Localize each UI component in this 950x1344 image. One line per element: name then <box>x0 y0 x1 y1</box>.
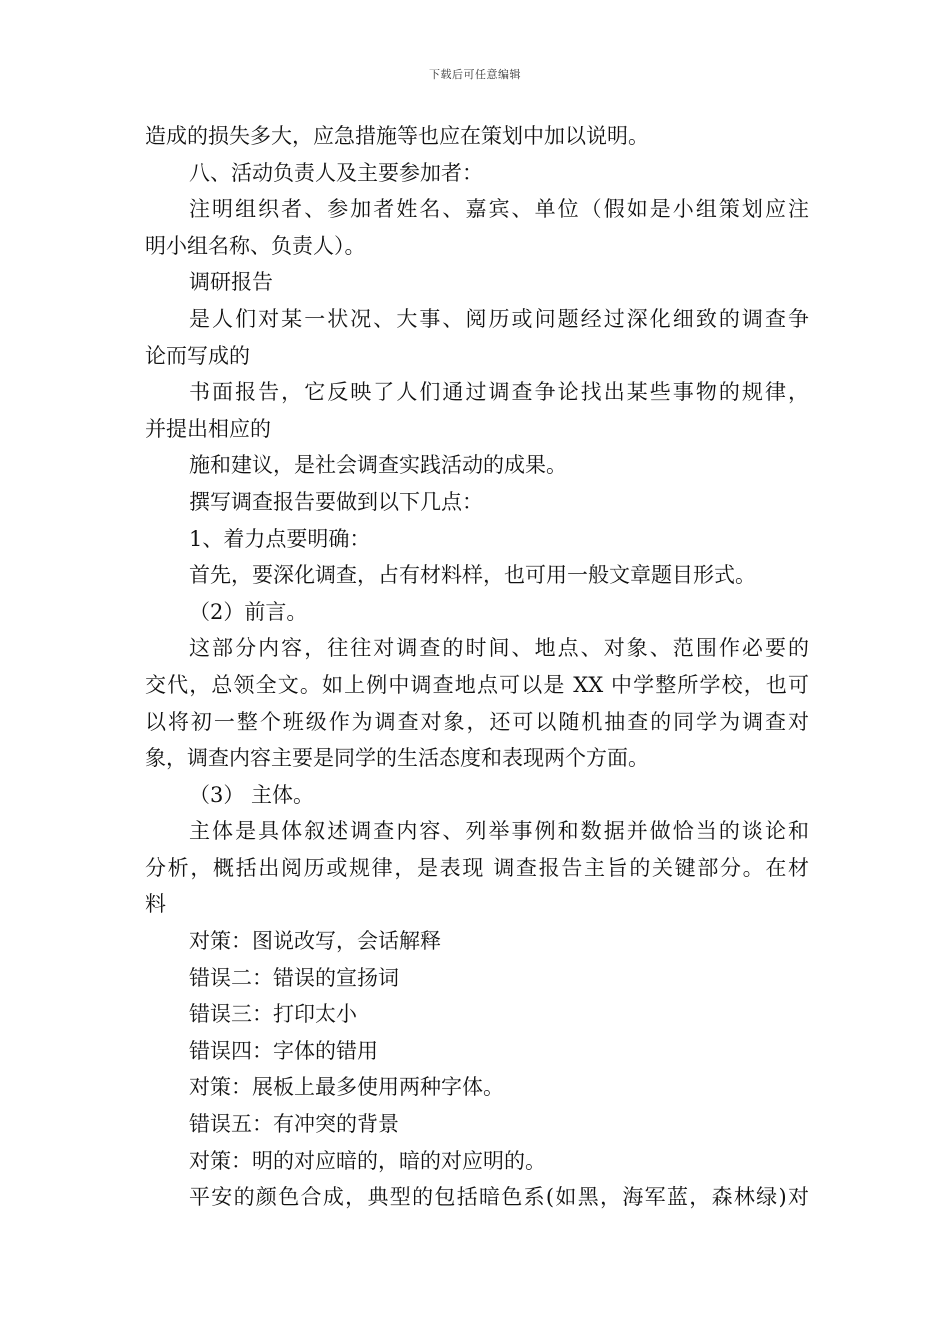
text-line: 书面报告，它反映了人们通过调查争论找出某些事物的规律， <box>189 380 809 405</box>
text-line: （2）前言。 <box>189 599 308 624</box>
text-line: 这部分内容，往往对调查的时间、地点、对象、范围作必要的 <box>189 636 809 661</box>
text-line: 错误二：错误的宣扬词 <box>189 965 399 990</box>
text-line: 八、活动负责人及主要参加者： <box>189 160 483 185</box>
text-line: 首先，要深化调查，占有材料样，也可用一般文章题目形式。 <box>189 563 756 588</box>
text-line: 施和建议，是社会调查实践活动的成果。 <box>189 453 567 478</box>
text-line: 错误五：有冲突的背景 <box>189 1112 399 1137</box>
text-line: 对策：明的对应暗的，暗的对应明的。 <box>189 1148 546 1173</box>
text-line: 是人们对某一状况、大事、阅历或问题经过深化细致的调查争 <box>189 306 809 331</box>
text-line: 料 <box>145 892 166 917</box>
text-line: 对策：图说改写，会话解释 <box>189 929 441 954</box>
text-line: 调研报告 <box>189 270 273 295</box>
text-line: 造成的损失多大，应急措施等也应在策划中加以说明。 <box>145 124 649 148</box>
text-line: 错误三：打印太小 <box>189 1002 357 1027</box>
text-line: 主体是具体叙述调查内容、列举事例和数据并做恰当的谈论和 <box>189 819 809 844</box>
text-line: 论而写成的 <box>145 343 250 368</box>
text-line: 平安的颜色合成，典型的包括暗色系(如黑，海军蓝，森林绿)对 <box>189 1185 809 1210</box>
text-line: （3） 主体。 <box>189 782 315 807</box>
text-line: 以将初一整个班级作为调查对象，还可以随机抽查的同学为调查对 <box>145 709 809 734</box>
text-line: 象，调查内容主要是同学的生活态度和表现两个方面。 <box>145 746 649 771</box>
text-line: 分析，概括出阅历或规律，是表现 调查报告主旨的关键部分。在材 <box>145 855 809 880</box>
text-line: 1、着力点要明确： <box>189 526 371 551</box>
text-line: 并提出相应的 <box>145 416 271 441</box>
text-line: 撰写调查报告要做到以下几点： <box>189 489 483 514</box>
text-line: 注明组织者、参加者姓名、嘉宾、单位（假如是小组策划应注 <box>189 197 809 222</box>
text-line: 错误四：字体的错用 <box>189 1038 378 1063</box>
page-header: 下载后可任意编辑 <box>429 68 521 81</box>
text-line: 交代，总领全文。如上例中调查地点可以是 XX 中学整所学校，也可 <box>145 672 809 697</box>
document-body <box>145 118 809 1216</box>
text-line: 对策：展板上最多使用两种字体。 <box>189 1075 504 1100</box>
text-line: 明小组名称、负责人）。 <box>145 233 366 258</box>
